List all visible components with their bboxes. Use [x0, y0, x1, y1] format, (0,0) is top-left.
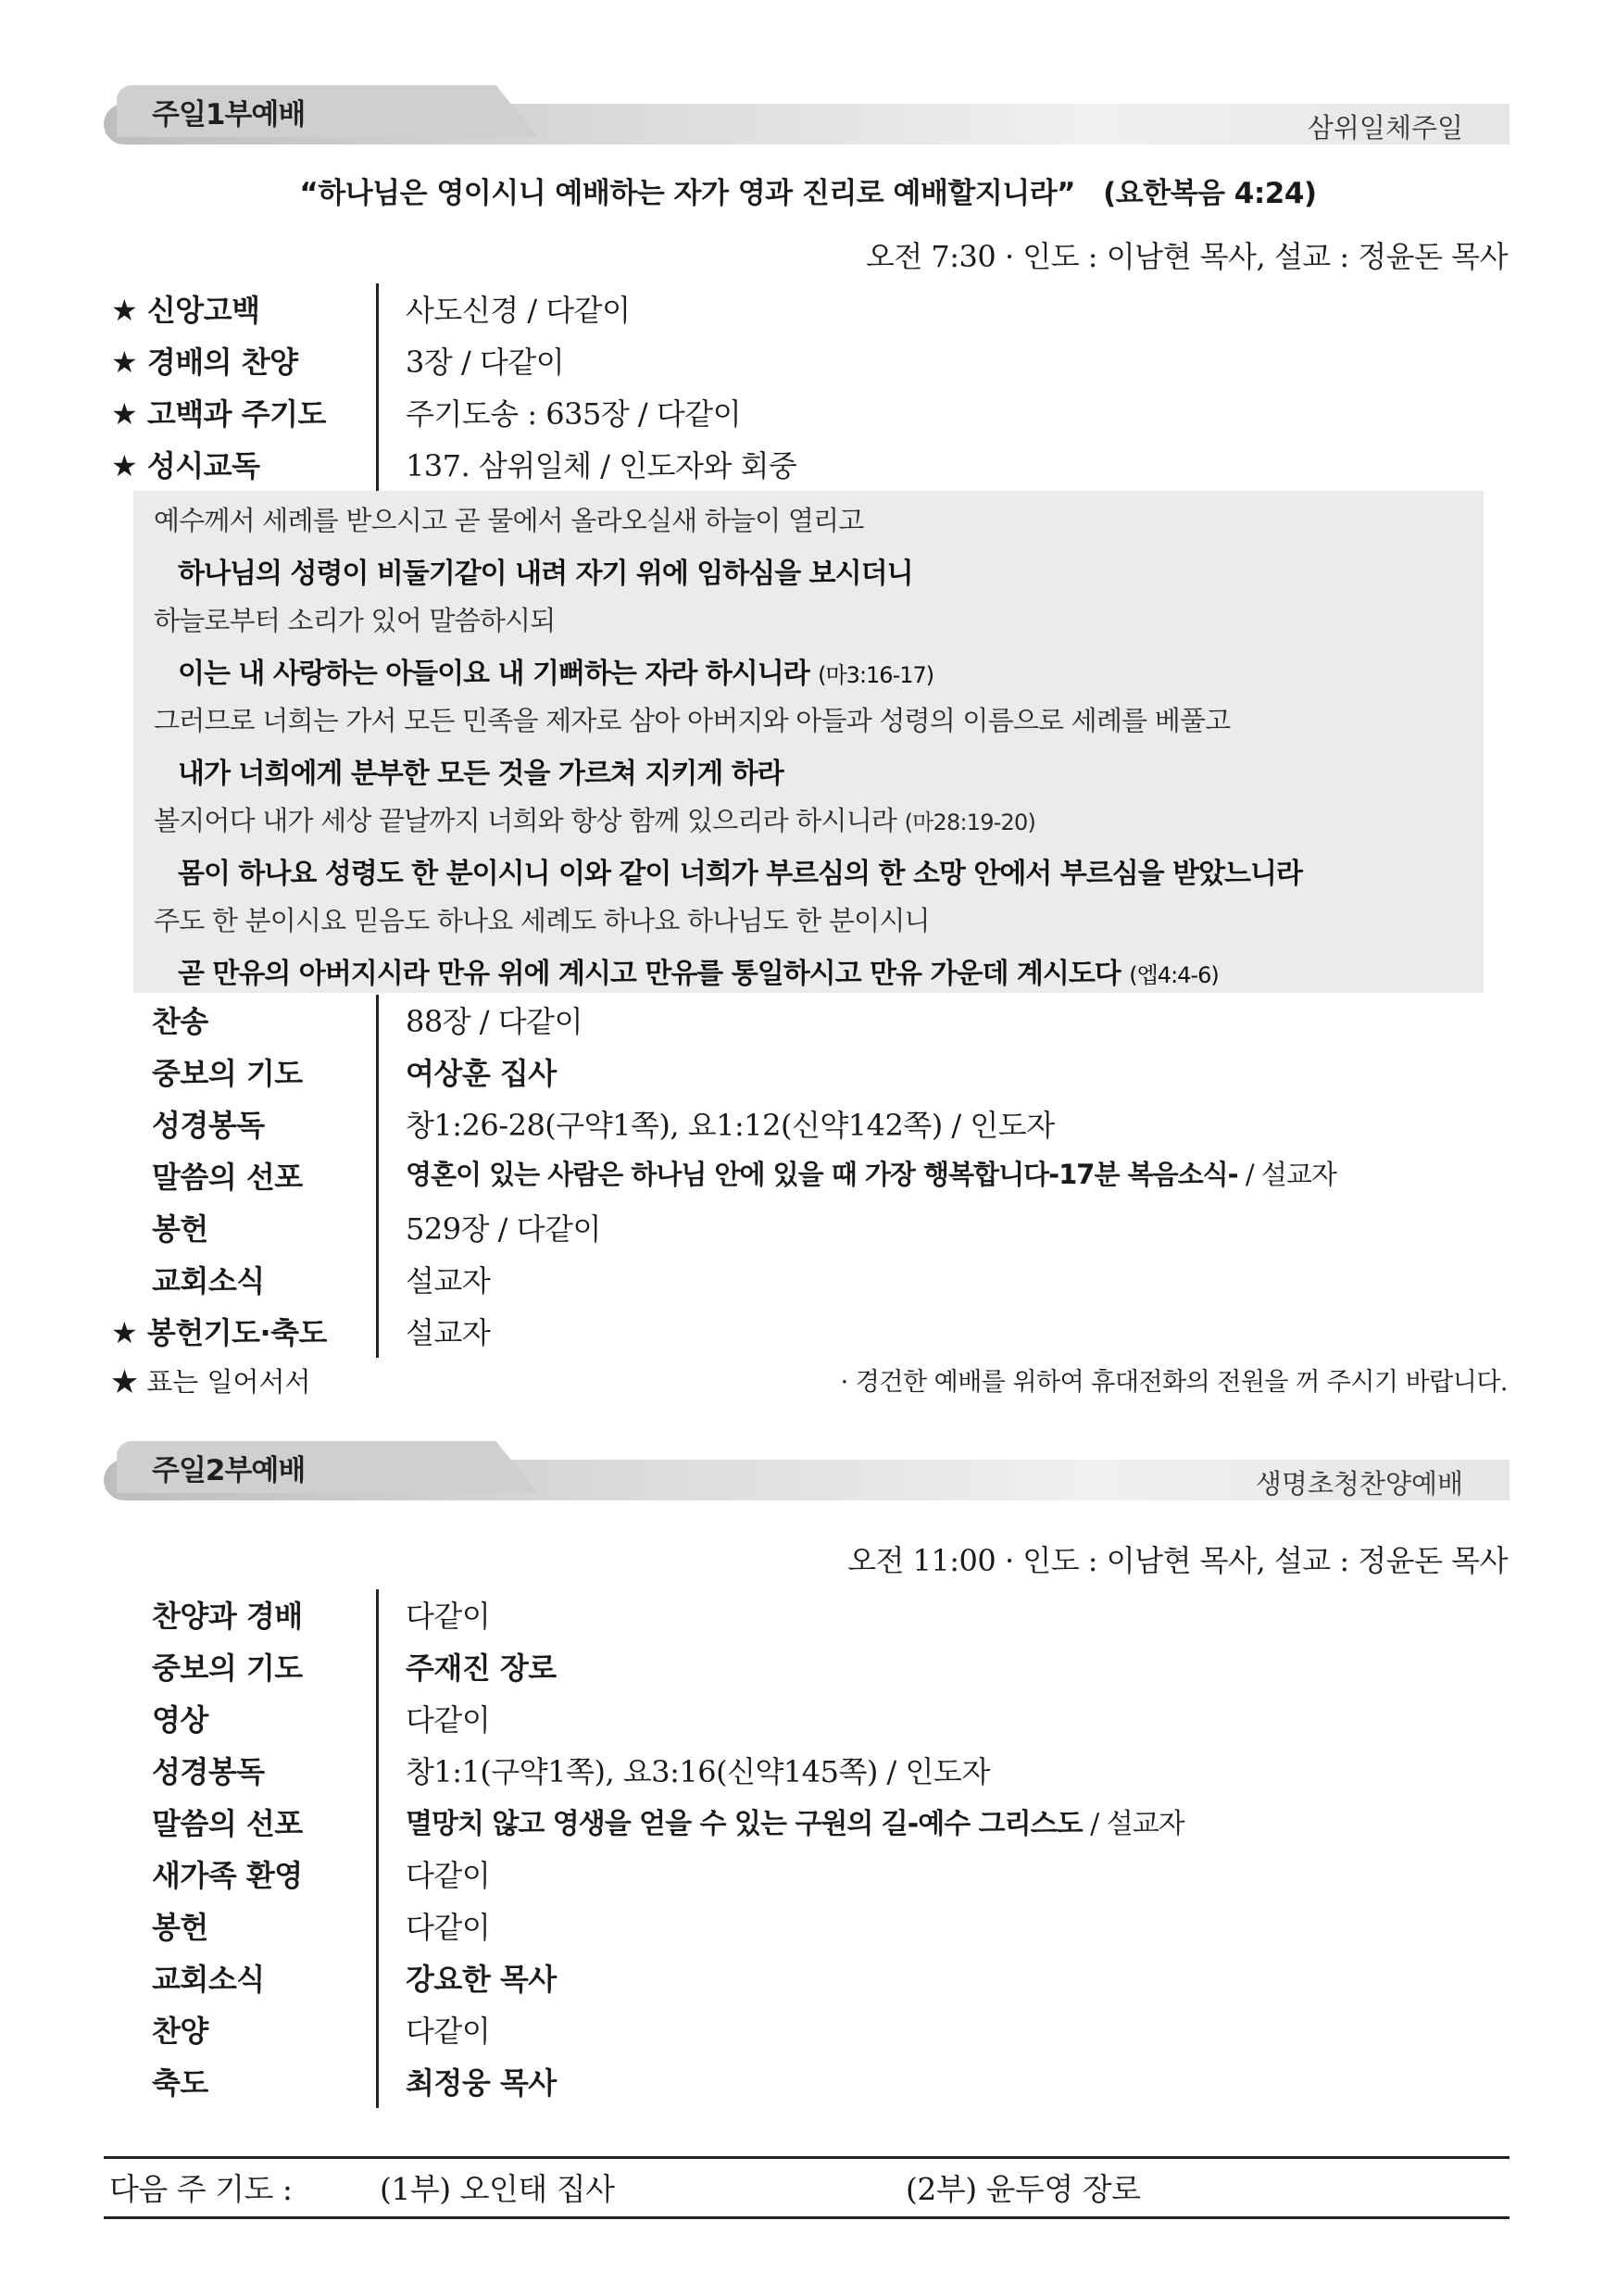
footer-rule-top — [104, 2156, 1510, 2159]
order-label: 찬양 — [152, 2014, 208, 2049]
order-label: 새가족 환영 — [152, 1858, 303, 1893]
order-row — [111, 1641, 1519, 1687]
order-label: 성경봉독 — [152, 1108, 265, 1143]
order-row — [111, 2004, 1519, 2051]
reading-ref: (마28:19-20) — [904, 809, 1036, 835]
order-value: 설교자 — [406, 1315, 491, 1350]
service2-subtitle: 생명초청찬양예배 — [1255, 1468, 1463, 1499]
order-label: ★ 성시교독 — [111, 448, 260, 483]
order-row — [111, 1254, 1519, 1300]
order-value: 여상훈 집사 — [406, 1056, 557, 1091]
service1-header — [104, 85, 1510, 144]
order-row — [111, 2056, 1519, 2102]
responsive-reading — [133, 491, 1484, 993]
order-value: 주기도송 : 635장 / 다같이 — [406, 396, 742, 432]
order-row — [111, 1098, 1519, 1145]
order-row — [111, 995, 1519, 1041]
order-label: ★ 경배의 찬양 — [111, 345, 298, 380]
service1-info: 오전 7:30 · 인도 : 이남현 목사, 설교 : 정윤돈 목사 — [865, 239, 1508, 274]
service1-title: 주일1부예배 — [152, 98, 306, 132]
order-value: 137. 삼위일체 / 인도자와 회중 — [406, 448, 797, 483]
reading-line: 이는 내 사랑하는 아들이요 내 기뻐하는 자라 하시니라 (마3:16-17) — [178, 658, 934, 690]
order-value: 강요한 목사 — [406, 1962, 557, 1997]
order-value: 다같이 — [406, 1599, 491, 1634]
standing-note: ★ 표는 일어서서 — [111, 1366, 311, 1398]
order-value: 다같이 — [406, 2014, 491, 2049]
next-week-prayer-label: 다음 주 기도 : — [109, 2171, 293, 2207]
order-label: 봉헌 — [152, 1211, 208, 1247]
order-label: ★ 신앙고백 — [111, 293, 260, 328]
order-row — [111, 439, 1519, 485]
order-row — [111, 1797, 1519, 1843]
order-value: 창1:26-28(구약1쪽), 요1:12(신약142쪽) / 인도자 — [406, 1108, 1055, 1143]
order-value: 529장 / 다같이 — [406, 1211, 601, 1247]
order-value: 영혼이 있는 사람은 하나님 안에 있을 때 가장 행복합니다-17분 복음소식- / 설교자 — [406, 1159, 1336, 1190]
theme-verse — [0, 169, 1616, 211]
reading-ref: (마3:16-17) — [818, 662, 934, 688]
reading-line: 몸이 하나요 성령도 한 분이시니 이와 같이 너희가 부르심의 한 소망 안에서 부르심을 받았느니라 — [178, 858, 1302, 890]
order-label: 찬송 — [152, 1004, 208, 1039]
order-row — [111, 387, 1519, 433]
order-value: 다같이 — [406, 1910, 491, 1945]
phone-note: · 경건한 예배를 위하여 휴대전화의 전원을 꺼 주시기 바랍니다. — [840, 1368, 1508, 1397]
order-value: 사도신경 / 다같이 — [406, 293, 631, 328]
order-row — [111, 335, 1519, 382]
order-row — [111, 1589, 1519, 1636]
order-value: 최정웅 목사 — [406, 2065, 557, 2101]
order-row — [111, 1150, 1519, 1197]
order-row — [111, 1901, 1519, 1947]
order-value: 설교자 — [406, 1263, 491, 1299]
order-value: 88장 / 다같이 — [406, 1004, 583, 1039]
order-row — [111, 1745, 1519, 1791]
order-label: 중보의 기도 — [152, 1056, 303, 1091]
order-label: 축도 — [152, 2065, 208, 2101]
order-row — [111, 1849, 1519, 1895]
reading-line: 볼지어다 내가 세상 끝날까지 너희와 항상 함께 있으리라 하시니라 (마28:19-20) — [154, 805, 1036, 836]
theme-verse-ref: (요한복음 4:24) — [1103, 177, 1317, 210]
order-row — [111, 1047, 1519, 1093]
next-week-second-service: (2부) 윤두영 장로 — [906, 2171, 1141, 2207]
order-label: ★ 봉헌기도·축도 — [111, 1315, 327, 1350]
service1-subtitle: 삼위일체주일 — [1307, 112, 1463, 144]
reading-line: 하늘로부터 소리가 있어 말씀하시되 — [154, 605, 556, 636]
order-label: 찬양과 경배 — [152, 1599, 303, 1634]
reading-line: 주도 한 분이시요 믿음도 하나요 세례도 하나요 하나님도 한 분이시니 — [154, 905, 930, 936]
order-value: 멸망치 않고 영생을 얻을 수 있는 구원의 길-예수 그리스도 / 설교자 — [406, 1808, 1184, 1840]
order-label: 말씀의 선포 — [152, 1160, 303, 1195]
order-value: 다같이 — [406, 1702, 491, 1738]
order-value: 다같이 — [406, 1858, 491, 1893]
reading-ref: (엡4:4-6) — [1129, 962, 1219, 988]
order-label: 말씀의 선포 — [152, 1806, 303, 1841]
service2-header — [104, 1441, 1510, 1500]
reading-line: 곧 만유의 아버지시라 만유 위에 계시고 만유를 통일하시고 만유 가운데 계시도다 (엡4:4-6) — [178, 958, 1219, 990]
order-row — [111, 1306, 1519, 1352]
order-value: 창1:1(구약1쪽), 요3:16(신약145쪽) / 인도자 — [406, 1754, 990, 1789]
reading-line: 그러므로 너희는 가서 모든 민족을 제자로 삼아 아버지와 아들과 성령의 이름으로 세례를 베풀고 — [154, 705, 1231, 736]
footer-rule-bottom — [104, 2216, 1510, 2219]
theme-verse-text: “하나님은 영이시니 예배하는 자가 영과 진리로 예배할지니라” — [299, 177, 1076, 210]
order-label: 봉헌 — [152, 1910, 208, 1945]
order-label: 교회소식 — [152, 1962, 265, 1997]
order-label: 중보의 기도 — [152, 1650, 303, 1686]
order-label: ★ 고백과 주기도 — [111, 396, 326, 432]
service2-info: 오전 11:00 · 인도 : 이남현 목사, 설교 : 정윤돈 목사 — [847, 1543, 1508, 1578]
order-row — [111, 1202, 1519, 1248]
order-label: 성경봉독 — [152, 1754, 265, 1789]
order-label: 영상 — [152, 1702, 208, 1738]
order-row — [111, 1693, 1519, 1739]
reading-line: 내가 너희에게 분부한 모든 것을 가르쳐 지키게 하라 — [178, 758, 783, 790]
reading-line: 예수께서 세례를 받으시고 곧 물에서 올라오실새 하늘이 열리고 — [154, 505, 864, 536]
service2-title: 주일2부예배 — [152, 1454, 306, 1487]
order-label: 교회소식 — [152, 1263, 265, 1299]
order-row — [111, 283, 1519, 330]
next-week-first-service: (1부) 오인태 집사 — [380, 2171, 615, 2207]
order-value: 주재진 장로 — [406, 1650, 557, 1686]
order-value: 3장 / 다같이 — [406, 345, 565, 380]
reading-line: 하나님의 성령이 비둘기같이 내려 자기 위에 임하심을 보시더니 — [178, 558, 913, 590]
order-row — [111, 1952, 1519, 1999]
